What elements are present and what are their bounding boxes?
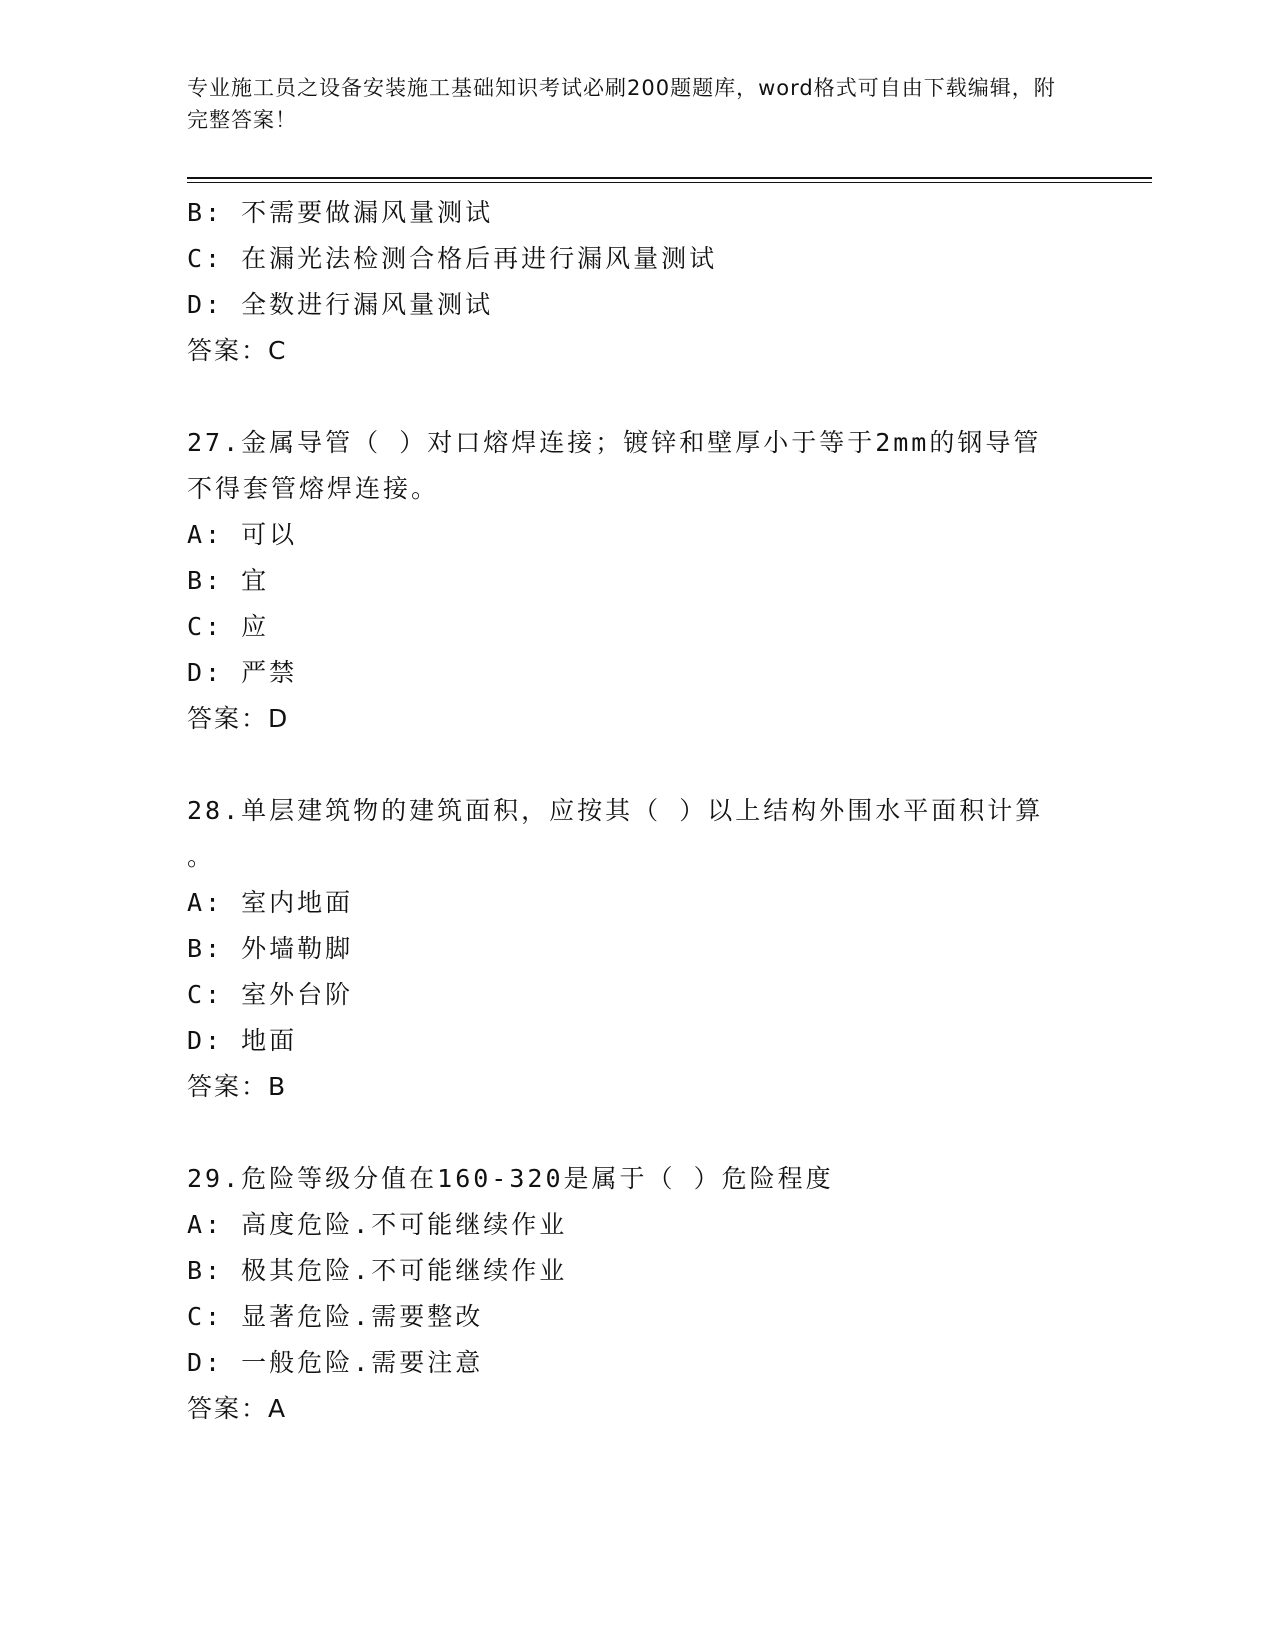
option-b: B: 不需要做漏风量测试: [187, 198, 494, 227]
option-a: A: 高度危险.不可能继续作业: [187, 1210, 568, 1239]
option-c: C: 显著危险.需要整改: [187, 1302, 484, 1331]
answer-label: 答案：C: [187, 336, 288, 365]
previous-question: [187, 190, 1067, 374]
option-c: C: 应: [187, 612, 270, 641]
option-d: D: 一般危险.需要注意: [187, 1348, 484, 1377]
answer-label: 答案：D: [187, 704, 290, 733]
option-d: D: 严禁: [187, 658, 298, 687]
question-29: [187, 1156, 1067, 1432]
option-c: C: 室外台阶: [187, 980, 354, 1009]
question-content: [187, 190, 1067, 1432]
question-stem: 27.金属导管（ ）对口熔焊连接；镀锌和壁厚小于等于2mm的钢导管: [187, 428, 1042, 457]
answer-label: 答案：A: [187, 1394, 288, 1423]
answer-label: 答案：B: [187, 1072, 288, 1101]
question-stem: 28.单层建筑物的建筑面积，应按其（ ）以上结构外围水平面积计算: [187, 796, 1044, 825]
question-28: [187, 788, 1067, 1110]
option-d: D: 全数进行漏风量测试: [187, 290, 494, 319]
header-divider-thin: [187, 182, 1152, 183]
option-a: A: 室内地面: [187, 888, 354, 917]
question-stem-continued: 不得套管熔焊连接。: [187, 474, 440, 503]
document-header: [187, 72, 1067, 136]
option-b: B: 极其危险.不可能继续作业: [187, 1256, 568, 1285]
option-c: C: 在漏光法检测合格后再进行漏风量测试: [187, 244, 718, 273]
option-d: D: 地面: [187, 1026, 298, 1055]
question-stem: 29.危险等级分值在160-320是属于（ ）危险程度: [187, 1164, 834, 1193]
question-27: [187, 420, 1067, 742]
header-text: 专业施工员之设备安装施工基础知识考试必刷200题题库，word格式可自由下载编辑，附完整答案！: [187, 76, 1056, 132]
question-stem-continued: 。: [187, 842, 216, 871]
option-b: B: 外墙勒脚: [187, 934, 354, 963]
option-b: B: 宜: [187, 566, 270, 595]
option-a: A: 可以: [187, 520, 298, 549]
header-divider-thick: [187, 177, 1152, 179]
